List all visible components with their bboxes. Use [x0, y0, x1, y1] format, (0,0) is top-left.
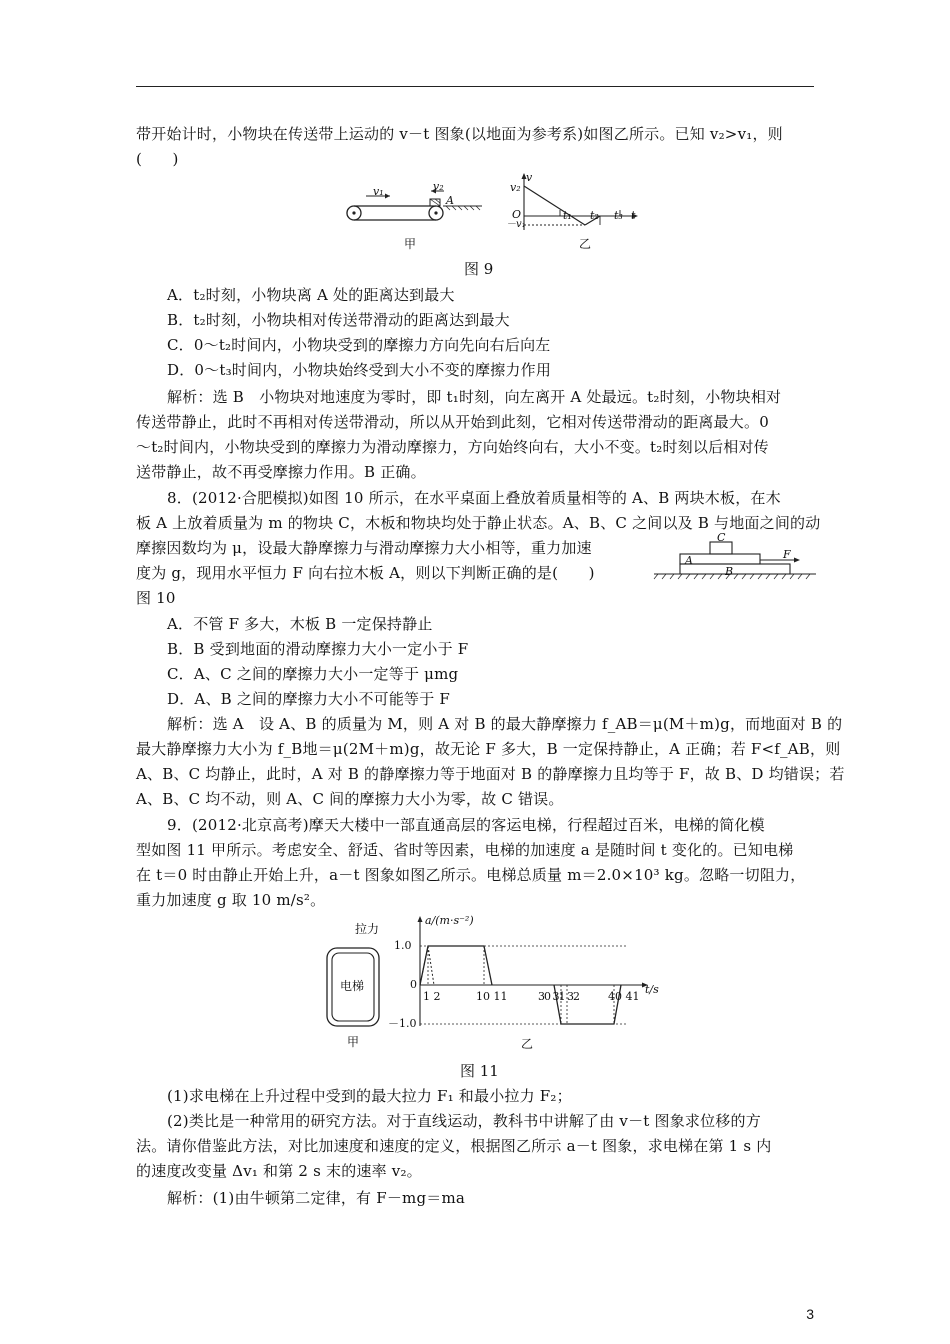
elevator-label: 电梯 — [340, 979, 365, 993]
question-8: 板 A 上放着质量为 m 的物块 C，木板和物块均处于静止状态。A、B、C 之间以及 B 与地面之间的动 — [136, 514, 821, 532]
graph-label-v: v — [526, 171, 533, 184]
sub-question-1: (1)求电梯在上升过程中受到的最大拉力 F₁ 和最小拉力 F₂； — [167, 1087, 572, 1105]
y-tick: －1.0 — [388, 1017, 417, 1030]
graph-label-t3: t₃ — [614, 209, 623, 222]
x-tick: 30 31 32 — [538, 990, 579, 1003]
graph-label-neg-v1: －v₁ — [506, 219, 526, 230]
figure-11-left-label: 甲 — [347, 1035, 360, 1049]
x-tick: 1 2 — [423, 990, 441, 1003]
figure-10-caption: 图 10 — [136, 589, 176, 607]
figure-9-left-label: 甲 — [404, 237, 417, 251]
question-8: 摩擦因数均为 μ，设最大静摩擦力与滑动摩擦力大小相等，重力加速 — [136, 539, 592, 557]
figure-10-diagram — [650, 532, 820, 584]
question-9: 在 t＝0 时由静止开始上升，a－t 图象如图乙所示。电梯总质量 m＝2.0×10³ kg。忽略一切阻力， — [136, 866, 806, 884]
graph-label-t1: t₁ — [563, 209, 572, 222]
option-d: D．A、B 之间的摩擦力大小不可能等于 F — [167, 690, 451, 708]
solution-line: 传送带静止，此时不再相对传送带滑动，所以从开始到此刻，它相对传送带滑动的距离最大。0 — [136, 413, 769, 431]
option-b: B．B 受到地面的滑动摩擦力大小一定小于 F — [167, 640, 469, 658]
question-8: 8．(2012·合肥模拟)如图 10 所示，在水平桌面上叠放着质量相等的 A、B 两块木板，在木 — [167, 489, 781, 507]
force-f-label: F — [783, 548, 791, 561]
belt-label-a: A — [446, 194, 454, 207]
option-a: A．t₂时刻，小物块离 A 处的距离达到最大 — [167, 286, 455, 304]
x-axis-label: t/s — [645, 983, 659, 996]
solution-line: 最大静摩擦力大小为 f_B地＝μ(2M＋m)g，故无论 F 多大，B 一定保持静止，A 正确；若 F<f_AB，则 — [136, 740, 841, 758]
force-label: 拉力 — [355, 922, 380, 936]
figure-9-belt-diagram — [346, 180, 486, 230]
solution-line: 解析：(1)由牛顿第二定律，有 F－mg＝ma — [167, 1189, 466, 1207]
option-a: A．不管 F 多大，木板 B 一定保持静止 — [167, 615, 433, 633]
question-8: 度为 g，现用水平恒力 F 向右拉木板 A，则以下判断正确的是( ) — [136, 564, 595, 582]
graph-label-origin: O — [512, 208, 522, 221]
x-tick: 10 11 — [476, 990, 508, 1003]
header-rule — [136, 86, 814, 87]
x-tick: 40 41 — [608, 990, 640, 1003]
belt-label-v2: v₂ — [433, 180, 444, 193]
sub-question-2: 的速度改变量 Δv₁ 和第 2 s 末的速率 v₂。 — [136, 1162, 422, 1180]
graph-label-v2: v₂ — [510, 181, 521, 194]
solution-line: A、B、C 均不动，则 A、C 间的摩擦力大小为零，故 C 错误。 — [136, 790, 564, 808]
figure-11-caption: 图 11 — [460, 1062, 499, 1080]
question-9: 重力加速度 g 取 10 m/s²。 — [136, 891, 326, 909]
figure-11-right-label: 乙 — [521, 1037, 534, 1051]
solution-line: A、B、C 均静止，此时，A 对 B 的静摩擦力等于地面对 B 的静摩擦力且均等于 F，故 B、D 均错误；若 — [136, 765, 845, 783]
sub-question-2: 法。请你借鉴此方法，对比加速度和速度的定义，根据图乙所示 a－t 图象，求电梯在第 1 s 内 — [136, 1137, 772, 1155]
graph-axis-label: a/(m·s⁻²) — [425, 914, 474, 927]
option-b: B．t₂时刻，小物块相对传送带滑动的距离达到最大 — [167, 311, 510, 329]
figure-9-caption: 图 9 — [464, 260, 494, 278]
block-c-label: C — [717, 531, 726, 544]
y-tick: 1.0 — [394, 939, 412, 952]
y-tick: 0 — [410, 978, 417, 991]
solution-line: 解析：选 A 设 A、B 的质量为 M，则 A 对 B 的最大静摩擦力 f_AB＝μ(M＋m)g，而地面对 B 的 — [167, 715, 843, 733]
figure-9-right-label: 乙 — [579, 237, 592, 251]
block-a-label: A — [685, 554, 693, 567]
question-9: 9．(2012·北京高考)摩天大楼中一部直通高层的客运电梯，行程超过百米，电梯的简化模 — [167, 816, 765, 834]
block-b-label: B — [725, 565, 734, 578]
solution-line: ～t₂时间内，小物块受到的摩擦力为滑动摩擦力，方向始终向右，大小不变。t₂时刻以后相对传 — [136, 438, 769, 456]
sub-question-2: (2)类比是一种常用的研究方法。对于直线运动，教科书中讲解了由 v－t 图象求位移的方 — [167, 1112, 761, 1130]
graph-label-t: t — [631, 209, 636, 222]
text-line: ( ) — [136, 150, 179, 168]
question-9: 型如图 11 甲所示。考虑安全、舒适、省时等因素，电梯的加速度 a 是随时间 t 变化的。已知电梯 — [136, 841, 794, 859]
belt-label-v1: v₁ — [373, 185, 384, 198]
page-number: 3 — [806, 1306, 814, 1322]
text-line: 带开始计时，小物块在传送带上运动的 v－t 图象(以地面为参考系)如图乙所示。已知 v₂>v₁，则 — [136, 125, 783, 143]
figure-11-at-graph — [380, 914, 690, 1034]
graph-label-t2: t₂ — [590, 209, 599, 222]
option-c: C．A、C 之间的摩擦力大小一定等于 μmg — [167, 665, 459, 683]
solution-line: 送带静止，故不再受摩擦力作用。B 正确。 — [136, 463, 426, 481]
solution-line: 解析：选 B 小物块对地速度为零时，即 t₁时刻，向左离开 A 处最远。t₂时刻，小物块相对 — [167, 388, 782, 406]
option-d: D．0～t₃时间内，小物块始终受到大小不变的摩擦力作用 — [167, 361, 552, 379]
option-c: C．0～t₂时间内，小物块受到的摩擦力方向先向右后向左 — [167, 336, 551, 354]
